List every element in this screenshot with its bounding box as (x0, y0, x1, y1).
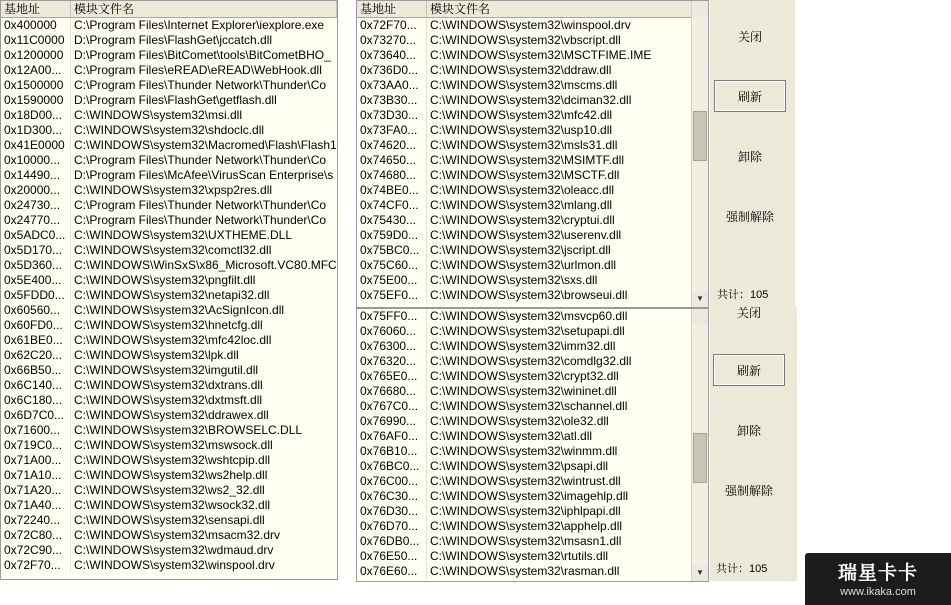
list-item[interactable] (357, 228, 692, 243)
scroll-down-icon[interactable]: ▼ (692, 291, 708, 307)
base-address-cell: 0x71A40... (1, 498, 71, 513)
module-path-cell: C:\WINDOWS\system32\MSCTFIME.IME (430, 48, 652, 62)
module-path-cell: C:\WINDOWS\system32\rtutils.dll (430, 549, 609, 563)
list-item[interactable] (357, 33, 692, 48)
list-item[interactable] (357, 78, 692, 93)
base-address-cell: 0x73640... (357, 48, 427, 63)
list-item[interactable] (1, 333, 337, 348)
module-path-cell: C:\WINDOWS\system32\crypt32.dll (430, 369, 619, 383)
scrollbar-thumb[interactable] (693, 433, 707, 483)
base-address-cell: 0x76DB0... (357, 534, 427, 549)
list-item[interactable] (357, 183, 692, 198)
list-item[interactable] (357, 519, 692, 534)
base-address-cell: 0x719C0... (1, 438, 71, 453)
module-path-cell: C:\WINDOWS\system32\oleacc.dll (430, 183, 615, 197)
list-item[interactable] (357, 309, 692, 324)
base-address-cell: 0x73D30... (357, 108, 427, 123)
list-item[interactable] (1, 483, 337, 498)
list-rows (357, 18, 692, 307)
module-path-cell: C:\WINDOWS\system32\xpsp2res.dll (74, 183, 273, 197)
list-item[interactable] (357, 198, 692, 213)
base-address-cell: 0x76990... (357, 414, 427, 429)
module-path-cell: C:\WINDOWS\system32\lpk.dll (74, 348, 239, 362)
list-item[interactable] (1, 138, 337, 153)
list-item[interactable] (1, 528, 337, 543)
base-address-cell: 0x76C00... (357, 474, 427, 489)
module-path-cell: C:\WINDOWS\system32\msi.dll (74, 108, 243, 122)
base-address-cell: 0x24730... (1, 198, 71, 213)
list-item[interactable] (1, 288, 337, 303)
base-address-cell: 0x400000 (1, 18, 71, 33)
force-unload-button[interactable]: 强制解除 (724, 484, 773, 498)
module-path-cell: C:\WINDOWS\system32\msacm32.drv (74, 528, 281, 542)
module-path-cell: D:\Program Files\BitComet\tools\BitCometBHO_ (74, 48, 331, 62)
list-item[interactable] (357, 63, 692, 78)
module-path-cell: C:\WINDOWS\system32\dxtmsft.dll (74, 393, 263, 407)
header-module-name[interactable]: 模块文件名 (71, 1, 337, 17)
module-path-cell: C:\WINDOWS\system32\ws2help.dll (74, 468, 268, 482)
module-list-top[interactable] (356, 0, 709, 308)
scroll-up-icon[interactable] (692, 1, 708, 17)
base-address-cell: 0x76C30... (357, 489, 427, 504)
list-item[interactable] (357, 288, 692, 303)
base-address-cell: 0x767C0... (357, 399, 427, 414)
base-address-cell: 0x76E60... (357, 564, 427, 579)
close-button[interactable]: 关闭 (736, 306, 761, 320)
module-path-cell: C:\WINDOWS\system32\sxs.dll (430, 273, 598, 287)
list-item[interactable] (357, 444, 692, 459)
list-item[interactable] (1, 18, 337, 33)
base-address-cell: 0x74BE0... (357, 183, 427, 198)
base-address-cell: 0x75E00... (357, 273, 427, 288)
module-path-cell: C:\WINDOWS\system32\atl.dll (430, 429, 593, 443)
base-address-cell: 0x76D30... (357, 504, 427, 519)
base-address-cell: 0x61BE0... (1, 333, 71, 348)
module-path-cell: C:\WINDOWS\system32\winmm.dll (430, 444, 618, 458)
base-address-cell: 0x71A20... (1, 483, 71, 498)
base-address-cell: 0x76D70... (357, 519, 427, 534)
list-rows (357, 309, 692, 581)
module-path-cell: C:\WINDOWS\system32\mscms.dll (430, 78, 618, 92)
list-item[interactable] (357, 48, 692, 63)
base-address-cell: 0x66B50... (1, 363, 71, 378)
list-item[interactable] (1, 498, 337, 513)
base-address-cell: 0x76E50... (357, 549, 427, 564)
module-path-cell: C:\WINDOWS\system32\dxtrans.dll (74, 378, 263, 392)
base-address-cell: 0x73B30... (357, 93, 427, 108)
module-path-cell: C:\WINDOWS\system32\msvcp60.dll (430, 309, 628, 323)
module-path-cell: C:\WINDOWS\system32\cryptui.dll (430, 213, 615, 227)
module-path-cell: C:\WINDOWS\system32\rasman.dll (430, 564, 620, 578)
list-item[interactable] (1, 543, 337, 558)
base-address-cell: 0x60560... (1, 303, 71, 318)
base-address-cell: 0x73AA0... (357, 78, 427, 93)
list-item[interactable] (1, 108, 337, 123)
base-address-cell: 0x736D0... (357, 63, 427, 78)
list-item[interactable] (1, 513, 337, 528)
list-item[interactable] (357, 93, 692, 108)
base-address-cell: 0x1500000 (1, 78, 71, 93)
header-base-address[interactable]: 基地址 (1, 1, 71, 17)
module-path-cell: C:\WINDOWS\system32\comdlg32.dll (430, 354, 632, 368)
base-address-cell: 0x76680... (357, 384, 427, 399)
module-path-cell: C:\WINDOWS\system32\setupapi.dll (430, 324, 625, 338)
module-path-cell: C:\WINDOWS\system32\jscript.dll (430, 243, 611, 257)
module-path-cell: C:\WINDOWS\system32\imgutil.dll (74, 363, 259, 377)
list-item[interactable] (1, 93, 337, 108)
header-module-name[interactable]: 模块文件名 (427, 1, 692, 17)
base-address-cell: 0x759D0... (357, 228, 427, 243)
list-item[interactable] (1, 123, 337, 138)
list-item[interactable] (1, 378, 337, 393)
list-item[interactable] (1, 423, 337, 438)
module-path-cell: C:\WINDOWS\system32\vbscript.dll (430, 33, 621, 47)
module-path-cell: C:\WINDOWS\system32\winspool.drv (74, 558, 275, 572)
module-path-cell: C:\WINDOWS\system32\psapi.dll (430, 459, 609, 473)
base-address-cell: 0x5ADC0... (1, 228, 71, 243)
list-item[interactable] (1, 228, 337, 243)
module-path-cell: C:\WINDOWS\system32\shdoclc.dll (74, 123, 265, 137)
module-path-cell: C:\WINDOWS\system32\mswsock.dll (74, 438, 273, 452)
list-header (357, 1, 692, 18)
list-item[interactable] (357, 339, 692, 354)
base-address-cell: 0x62C20... (1, 348, 71, 363)
module-path-cell: C:\WINDOWS\system32\sensapi.dll (74, 513, 265, 527)
base-address-cell: 0x71600... (1, 423, 71, 438)
base-address-cell: 0x76320... (357, 354, 427, 369)
module-path-cell: C:\WINDOWS\system32\urlmon.dll (430, 258, 617, 272)
list-item[interactable] (1, 363, 337, 378)
base-address-cell: 0x6C180... (1, 393, 71, 408)
base-address-cell: 0x18D00... (1, 108, 71, 123)
base-address-cell: 0x76B10... (357, 444, 427, 459)
module-path-cell: C:\WINDOWS\system32\mfc42loc.dll (74, 333, 272, 347)
list-item[interactable] (1, 393, 337, 408)
base-address-cell: 0x76AF0... (357, 429, 427, 444)
module-list-bottom[interactable] (356, 308, 709, 582)
base-address-cell: 0x10000... (1, 153, 71, 168)
list-item[interactable] (357, 108, 692, 123)
scroll-down-icon[interactable]: ▼ (692, 565, 708, 581)
module-path-cell: C:\WINDOWS\system32\UXTHEME.DLL (74, 228, 293, 242)
watermark-url: www.ikaka.com (840, 586, 916, 598)
module-path-cell: C:\WINDOWS\system32\comctl32.dll (74, 243, 272, 257)
base-address-cell: 0x1590000 (1, 93, 71, 108)
base-address-cell: 0x6D7C0... (1, 408, 71, 423)
watermark-brand: 瑞星卡卡 (837, 563, 918, 584)
list-item[interactable] (1, 273, 337, 288)
base-address-cell: 0x14490... (1, 168, 71, 183)
module-path-cell: C:\WINDOWS\system32\BROWSELC.DLL (74, 423, 303, 437)
vertical-scrollbar[interactable] (691, 309, 708, 581)
module-path-cell: C:\WINDOWS\system32\MSIMTF.dll (430, 153, 625, 167)
list-item[interactable] (357, 564, 692, 579)
list-item[interactable] (1, 78, 337, 93)
module-path-cell: C:\WINDOWS\system32\wsock32.dll (74, 498, 271, 512)
list-item[interactable] (357, 369, 692, 384)
close-button[interactable]: 关闭 (737, 30, 762, 44)
list-item[interactable] (357, 549, 692, 564)
module-path-cell: C:\WINDOWS\system32\ddraw.dll (430, 63, 612, 77)
unload-button[interactable]: 卸除 (736, 424, 761, 438)
module-path-cell: C:\WINDOWS\system32\MSCTF.dll (430, 168, 620, 182)
list-item[interactable] (357, 243, 692, 258)
list-item[interactable] (357, 504, 692, 519)
base-address-cell: 0x41E0000 (1, 138, 71, 153)
module-path-cell: C:\WINDOWS\system32\dciman32.dll (430, 93, 632, 107)
base-address-cell: 0x1D300... (1, 123, 71, 138)
list-item[interactable] (357, 474, 692, 489)
base-address-cell: 0x12A00... (1, 63, 71, 78)
list-item[interactable] (1, 33, 337, 48)
module-path-cell: C:\WINDOWS\system32\apphelp.dll (430, 519, 623, 533)
module-list-left[interactable] (0, 0, 338, 580)
list-item[interactable] (357, 168, 692, 183)
base-address-cell: 0x75C60... (357, 258, 427, 273)
refresh-button[interactable]: 刷新 (713, 354, 785, 386)
list-item[interactable] (357, 399, 692, 414)
list-item[interactable] (357, 153, 692, 168)
list-item[interactable] (1, 63, 337, 78)
base-address-cell: 0x74680... (357, 168, 427, 183)
base-address-cell: 0x765E0... (357, 369, 427, 384)
module-path-cell: C:\WINDOWS\system32\schannel.dll (430, 399, 628, 413)
list-item[interactable] (1, 183, 337, 198)
module-path-cell: C:\WINDOWS\system32\ws2_32.dll (74, 483, 265, 497)
list-item[interactable] (357, 534, 692, 549)
base-address-cell: 0x72240... (1, 513, 71, 528)
module-path-cell: C:\WINDOWS\system32\imm32.dll (430, 339, 616, 353)
module-path-cell: C:\Program Files\Thunder Network\Thunder\Co (74, 198, 327, 212)
module-path-cell: C:\WINDOWS\system32\AcSignIcon.dll (74, 303, 285, 317)
base-address-cell: 0x24770... (1, 213, 71, 228)
button-panel-top (710, 0, 795, 306)
base-address-cell: 0x5D360... (1, 258, 71, 273)
header-base-address[interactable]: 基地址 (357, 1, 427, 17)
base-address-cell: 0x76060... (357, 324, 427, 339)
base-address-cell: 0x75BC0... (357, 243, 427, 258)
list-item[interactable] (1, 213, 337, 228)
module-path-cell: C:\WINDOWS\system32\imagehlp.dll (430, 489, 629, 503)
base-address-cell: 0x5D170... (1, 243, 71, 258)
list-item[interactable] (1, 318, 337, 333)
module-path-cell: C:\WINDOWS\system32\wintrust.dll (430, 474, 621, 488)
refresh-button[interactable]: 刷新 (714, 80, 786, 112)
module-path-cell: C:\WINDOWS\system32\ddrawex.dll (74, 408, 269, 422)
base-address-cell: 0x74CF0... (357, 198, 427, 213)
module-path-cell: C:\WINDOWS\system32\netapi32.dll (74, 288, 270, 302)
base-address-cell: 0x75EF0... (357, 288, 427, 303)
scrollbar-thumb[interactable] (693, 111, 707, 161)
base-address-cell: 0x60FD0... (1, 318, 71, 333)
list-item[interactable] (357, 414, 692, 429)
module-path-cell: C:\Program Files\Thunder Network\Thunder\Co (74, 213, 327, 227)
list-item[interactable] (357, 384, 692, 399)
list-item[interactable] (1, 168, 337, 183)
list-header (1, 1, 337, 18)
module-path-cell: C:\Program Files\Thunder Network\Thunder\Co (74, 78, 327, 92)
base-address-cell: 0x74650... (357, 153, 427, 168)
list-item[interactable] (1, 408, 337, 423)
list-item[interactable] (357, 138, 692, 153)
module-path-cell: C:\WINDOWS\system32\msasn1.dll (430, 534, 622, 548)
module-path-cell: C:\WINDOWS\system32\wininet.dll (430, 384, 617, 398)
list-item[interactable] (357, 18, 692, 33)
module-path-cell: C:\WINDOWS\system32\usp10.dll (430, 123, 613, 137)
module-path-cell: C:\WINDOWS\system32\userenv.dll (430, 228, 622, 242)
base-address-cell: 0x72C90... (1, 543, 71, 558)
base-address-cell: 0x75430... (357, 213, 427, 228)
base-address-cell: 0x76BC0... (357, 459, 427, 474)
list-item[interactable] (357, 429, 692, 444)
module-path-cell: D:\Program Files\FlashGet\getflash.dll (74, 93, 277, 107)
base-address-cell: 0x71A00... (1, 453, 71, 468)
module-path-cell: C:\Program Files\Internet Explorer\iexplore.exe (74, 18, 325, 32)
base-address-cell: 0x6C140... (1, 378, 71, 393)
list-item[interactable] (1, 558, 337, 573)
unload-button[interactable]: 卸除 (737, 150, 762, 164)
module-path-cell: C:\WINDOWS\system32\iphlpapi.dll (430, 504, 621, 518)
module-path-cell: C:\Program Files\eREAD\eREAD\WebHook.dll (74, 63, 322, 77)
list-item[interactable] (1, 198, 337, 213)
watermark-logo (805, 553, 951, 605)
list-item[interactable] (357, 213, 692, 228)
list-item[interactable] (357, 489, 692, 504)
list-item[interactable] (1, 348, 337, 363)
base-address-cell: 0x5E400... (1, 273, 71, 288)
list-item[interactable] (1, 438, 337, 453)
base-address-cell: 0x76300... (357, 339, 427, 354)
base-address-cell: 0x72F70... (357, 18, 427, 33)
vertical-scrollbar[interactable] (691, 1, 708, 307)
module-path-cell: C:\WINDOWS\WinSxS\x86_Microsoft.VC80.MFC (74, 258, 337, 272)
module-path-cell: C:\WINDOWS\system32\mfc42.dll (430, 108, 613, 122)
module-path-cell: C:\WINDOWS\system32\browseui.dll (430, 288, 628, 302)
base-address-cell: 0x11C0000 (1, 33, 71, 48)
base-address-cell: 0x20000... (1, 183, 71, 198)
module-path-cell: C:\Program Files\Thunder Network\Thunder\Co (74, 153, 327, 167)
list-item[interactable] (1, 468, 337, 483)
module-path-cell: C:\WINDOWS\system32\mlang.dll (430, 198, 613, 212)
module-path-cell: C:\WINDOWS\system32\pngfilt.dll (74, 273, 256, 287)
module-path-cell: C:\WINDOWS\system32\ole32.dll (430, 414, 609, 428)
base-address-cell: 0x1200000 (1, 48, 71, 63)
base-address-cell: 0x75FF0... (357, 309, 427, 324)
base-address-cell: 0x72F70... (1, 558, 71, 573)
total-count: 共计：105 (716, 563, 768, 575)
list-item[interactable] (1, 453, 337, 468)
list-item[interactable] (1, 153, 337, 168)
list-item[interactable] (357, 324, 692, 339)
module-path-cell: D:\Program Files\FlashGet\jccatch.dll (74, 33, 273, 47)
base-address-cell: 0x71A10... (1, 468, 71, 483)
list-item[interactable] (357, 258, 692, 273)
base-address-cell: 0x5FDD0... (1, 288, 71, 303)
force-unload-button[interactable]: 强制解除 (725, 210, 774, 224)
module-path-cell: C:\WINDOWS\system32\winspool.drv (430, 18, 631, 32)
module-path-cell: C:\WINDOWS\system32\wshtcpip.dll (74, 453, 271, 467)
module-path-cell: C:\WINDOWS\system32\Macromed\Flash\Flash1 (74, 138, 337, 152)
list-item[interactable] (357, 354, 692, 369)
list-item[interactable] (357, 273, 692, 288)
list-item[interactable] (1, 48, 337, 63)
module-path-cell: C:\WINDOWS\system32\wdmaud.drv (74, 543, 274, 557)
base-address-cell: 0x72C80... (1, 528, 71, 543)
base-address-cell: 0x73270... (357, 33, 427, 48)
list-item[interactable] (1, 243, 337, 258)
list-item[interactable] (357, 459, 692, 474)
list-item[interactable] (1, 258, 337, 273)
list-item[interactable] (1, 303, 337, 318)
list-rows (1, 18, 337, 579)
module-path-cell: C:\WINDOWS\system32\msls31.dll (430, 138, 618, 152)
base-address-cell: 0x73FA0... (357, 123, 427, 138)
button-panel-bottom (710, 306, 797, 581)
scroll-up-icon[interactable] (692, 309, 708, 325)
list-item[interactable] (357, 123, 692, 138)
module-path-cell: C:\WINDOWS\system32\hnetcfg.dll (74, 318, 263, 332)
base-address-cell: 0x74620... (357, 138, 427, 153)
total-count: 共计：105 (717, 289, 769, 301)
module-path-cell: D:\Program Files\McAfee\VirusScan Enterprise\s (74, 168, 334, 182)
